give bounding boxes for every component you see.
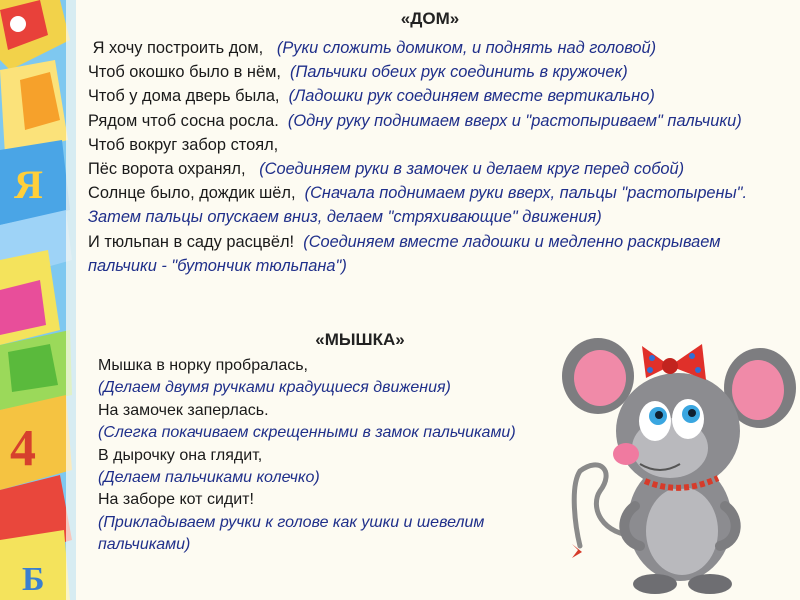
mouse-title: «МЫШКА» [315, 330, 405, 349]
poem-text: Рядом чтоб сосна росла. [88, 111, 288, 130]
cartoon-mouse-illustration [560, 336, 800, 598]
poem-line [98, 489, 568, 511]
dom-title: «ДОМ» [400, 9, 460, 28]
poem-line [88, 109, 788, 133]
poem-action: (Слегка покачиваем скрещенными в замок пальчиками) [98, 424, 516, 442]
poem-line [98, 422, 568, 444]
poem-text: Чтоб у дома дверь была, [88, 87, 289, 106]
poem-line [88, 157, 788, 181]
poem-action: (Делаем пальчиками колечко) [98, 469, 320, 487]
poem-line [88, 60, 788, 84]
poem-action: (Пальчики обеих рук соединить в кружочек) [290, 63, 628, 82]
poem-action: (Прикладываем ручки к голове как ушки и шевелим пальчиками) [98, 513, 489, 554]
svg-text:Б: Б [22, 561, 45, 598]
poem-action: (Соединяем вместе ладошки и медленно раскрываем пальчики - "бутончик тюльпана") [88, 232, 726, 275]
poem-line [98, 467, 568, 489]
poem-text: На замочек заперлась. [98, 401, 269, 419]
poem-text: В дырочку она глядит, [98, 446, 263, 464]
poem-action: (Ладошки рук соединяем вместе вертикально) [288, 87, 655, 106]
poem-line [98, 512, 568, 557]
poem-line [88, 133, 788, 157]
poem-line [98, 445, 568, 467]
blocks-border-graphic [0, 0, 76, 600]
poem-action: (Соединяем руки в замочек и делаем круг перед собой) [259, 160, 685, 179]
poem-line [98, 355, 568, 377]
poem-line [98, 400, 568, 422]
poem-line [88, 181, 788, 229]
poem-action: (Руки сложить домиком, и поднять над головой) [276, 39, 657, 57]
poem-text: Чтоб вокруг забор стоял, [88, 135, 279, 154]
poem-line [88, 36, 788, 60]
mouse-graphic [560, 336, 800, 598]
poem-text: Я хочу построить дом, [88, 39, 277, 57]
poem-text: Мышка в норку пробралась, [98, 357, 308, 374]
poem-text: На заборе кот сидит! [98, 491, 254, 509]
poem-action: (Делаем двумя ручками крадущиеся движения) [98, 379, 451, 397]
mouse-poem [98, 355, 568, 557]
poem-text: Чтоб окошко было в нём, [88, 63, 291, 82]
poem-action: (Сначала поднимаем руки вверх, пальцы "растопырены". Затем пальцы опускаем вниз, делаем "стряхивающие" движения) [88, 184, 752, 227]
svg-text:4: 4 [10, 420, 36, 477]
poem-line [88, 84, 788, 108]
poem-text: Солнце было, дождик шёл, [88, 184, 305, 203]
poem-line [98, 377, 568, 399]
svg-text:Я: Я [14, 162, 43, 207]
poem-text: Пёс ворота охранял, [88, 160, 260, 179]
dom-poem [88, 36, 788, 278]
poem-text: И тюльпан в саду расцвёл! [88, 232, 304, 251]
poem-action: (Одну руку поднимаем вверх и "растопыриваем" пальчики) [287, 111, 742, 130]
alphabet-blocks-border [0, 0, 76, 600]
poem-line [88, 230, 788, 278]
